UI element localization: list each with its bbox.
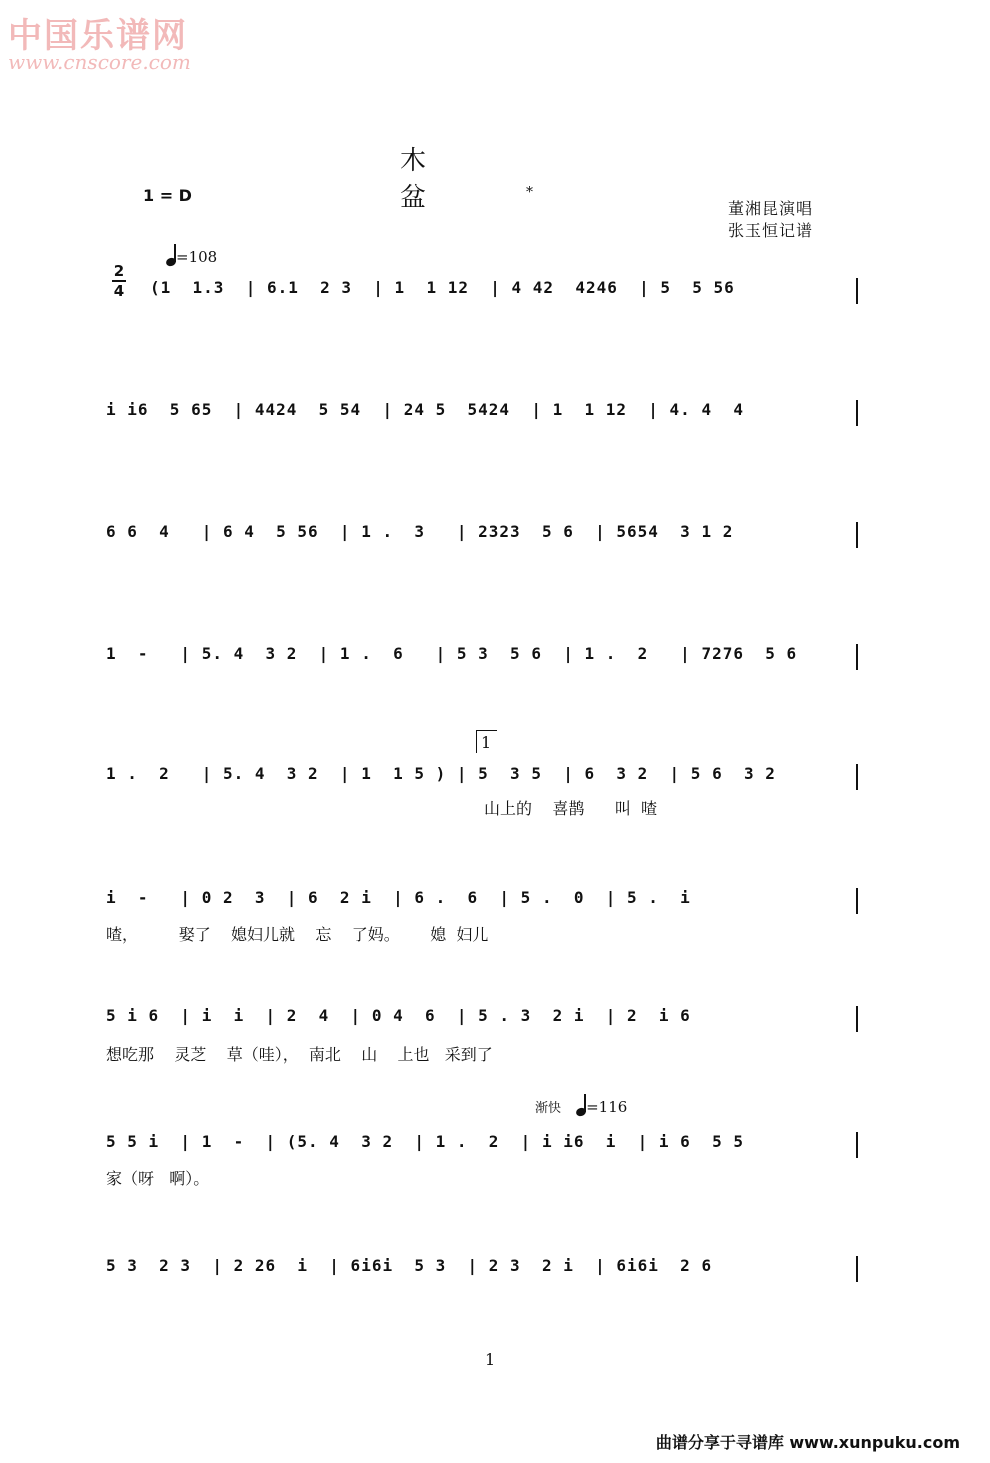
- barline: [856, 400, 858, 426]
- score-row: [106, 1132, 866, 1192]
- barline: [856, 278, 858, 304]
- time-signature: 2 4: [113, 262, 125, 300]
- barline: [856, 888, 858, 914]
- page-number: 1: [485, 1350, 496, 1369]
- tempo-change: [535, 1096, 627, 1116]
- quarter-note-icon: [576, 1096, 586, 1116]
- quarter-note-icon: [166, 246, 176, 266]
- singer-credit: 董湘昆演唱: [728, 199, 814, 218]
- barline: [856, 644, 858, 670]
- key-signature: 1 = D: [143, 186, 192, 205]
- watermark-logo: 中国乐谱网: [8, 16, 188, 56]
- volta-bracket: 1: [476, 730, 497, 753]
- score-row: [106, 400, 866, 426]
- barline: [856, 764, 858, 790]
- accelerando-label: 渐快: [535, 1101, 562, 1116]
- barline: [856, 1256, 858, 1282]
- lyrics: 喳， 娶了 媳妇儿就 忘 了妈。 媳 妇儿: [106, 925, 489, 944]
- watermark-url: www.cnscore.com: [8, 50, 191, 74]
- tempo-marking: =116: [576, 1098, 627, 1116]
- notes: 5 i 6 | i i | 2 4 | 0 4 6 | 5 . 3 2 i | 2 i 6: [106, 1006, 691, 1025]
- score-row: [106, 764, 866, 824]
- barline: [856, 1006, 858, 1032]
- barline: [856, 522, 858, 548]
- song-title: 木 盆*: [400, 146, 534, 213]
- notes: 1 . 2 | 5. 4 3 2 | 1 1 5 ) | 5 3 5 | 6 3 2 | 5 6 3 2: [106, 764, 776, 783]
- notes: 1 - | 5. 4 3 2 | 1 . 6 | 5 3 5 6 | 1 . 2 | 7276 5 6: [106, 644, 798, 663]
- transcriber-credit: 张玉恒记谱: [728, 221, 814, 240]
- notes: 5 3 2 3 | 2 26 i | 6i6i 5 3 | 2 3 2 i | 6i6i 2 6: [106, 1256, 713, 1275]
- notes: i - | 0 2 3 | 6 2 i | 6 . 6 | 5 . 0 | 5 . i: [106, 888, 691, 907]
- score-row: [106, 644, 866, 670]
- footer-credit: 曲谱分享于寻谱库 www.xunpuku.com: [655, 1433, 960, 1452]
- score-row: [106, 278, 866, 304]
- notes: 6 6 4 | 6 4 5 56 | 1 . 3 | 2323 5 6 | 5654 3 1 2: [106, 522, 734, 541]
- barline: [856, 1132, 858, 1158]
- score-row: [106, 1256, 866, 1282]
- lyrics: 想吃那 灵芝 草（哇）， 南北 山 上也 采到了: [106, 1045, 493, 1064]
- notes: (1 1.3 | 6.1 2 3 | 1 1 12 | 4 42 4246 | 5 5 56: [150, 278, 735, 297]
- lyrics: 家（呀 啊）。: [106, 1169, 210, 1188]
- score-row: [106, 522, 866, 548]
- notes: 5 5 i | 1 - | (5. 4 3 2 | 1 . 2 | i i6 i | i 6 5 5: [106, 1132, 744, 1151]
- notes: i i6 5 65 | 4424 5 54 | 24 5 5424 | 1 1 12 | 4. 4 4: [106, 400, 744, 419]
- tempo-marking: =108: [166, 246, 217, 266]
- lyrics: 山上的 喜鹊 叫 喳: [484, 799, 658, 818]
- score-row: [106, 1006, 866, 1066]
- score-row: [106, 888, 866, 948]
